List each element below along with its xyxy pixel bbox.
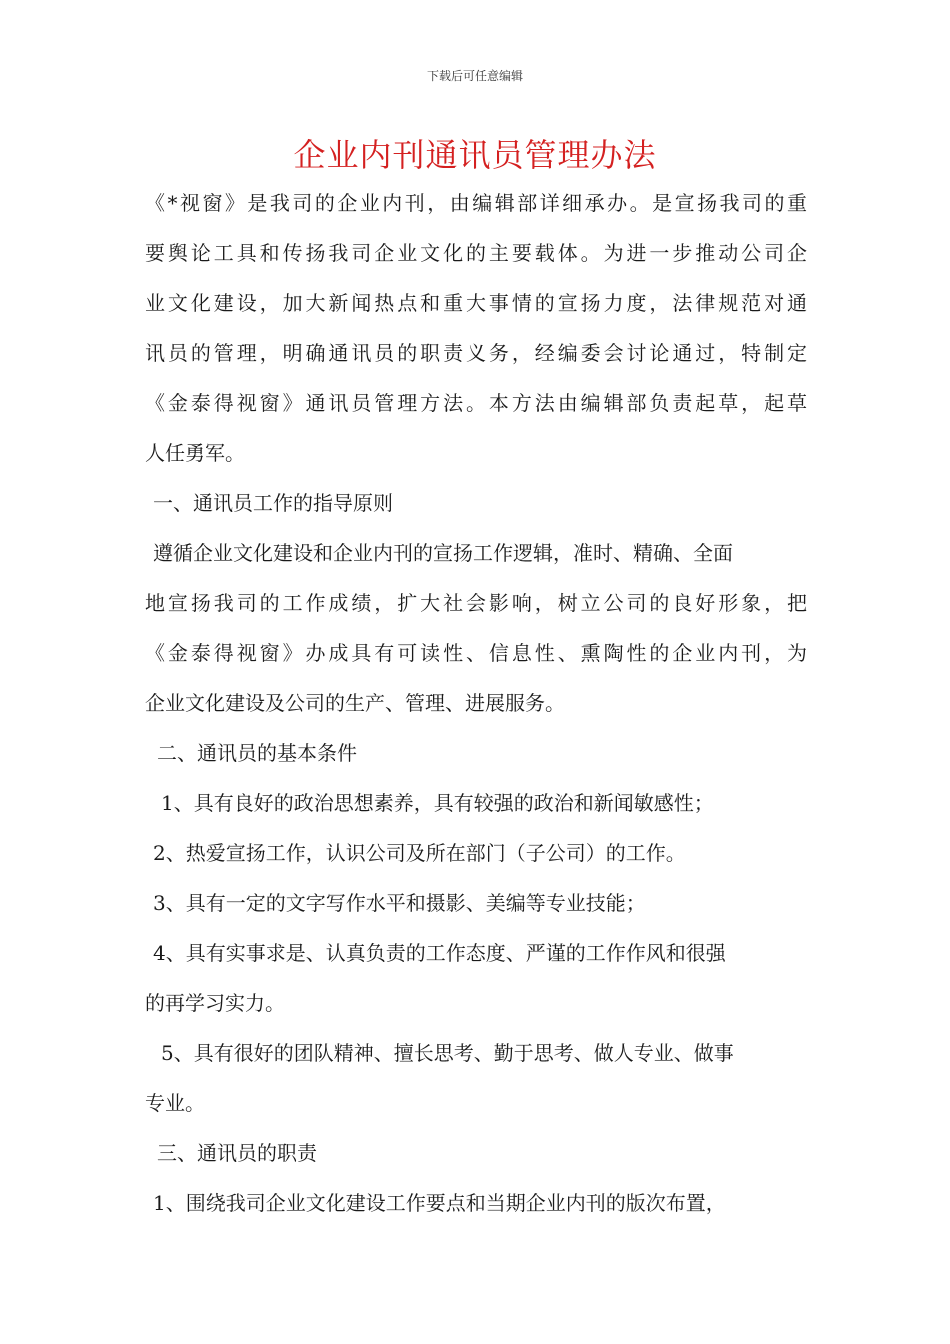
paragraph-line: 要舆论工具和传扬我司企业文化的主要载体。为进一步推动公司企 (145, 241, 807, 265)
section-heading: 二、通讯员的基本条件 (157, 741, 357, 765)
paragraph-line: 地宣扬我司的工作成绩，扩大社会影响，树立公司的良好形象，把 (145, 591, 807, 615)
header-note: 下载后可任意编辑 (426, 69, 523, 83)
list-item: 5、具有很好的团队精神、擅长思考、勤于思考、做人专业、做事 (161, 1041, 734, 1065)
paragraph-line: 遵循企业文化建设和企业内刊的宣扬工作逻辑，准时、精确、全面 (153, 541, 733, 565)
paragraph-line: 企业文化建设及公司的生产、管理、进展服务。 (145, 691, 565, 715)
paragraph-line: 专业。 (145, 1091, 205, 1115)
paragraph-line: 《金泰得视窗》通讯员管理方法。本方法由编辑部负责起草，起草 (145, 391, 807, 415)
paragraph-line: 业文化建设，加大新闻热点和重大事情的宣扬力度，法律规范对通 (145, 291, 807, 315)
list-item: 2、热爱宣扬工作，认识公司及所在部门（子公司）的工作。 (153, 841, 686, 865)
list-item: 4、具有实事求是、认真负责的工作态度、严谨的工作作风和很强 (153, 941, 726, 965)
paragraph-line: 讯员的管理，明确通讯员的职责义务，经编委会讨论通过，特制定 (145, 341, 807, 365)
list-item: 1、围绕我司企业文化建设工作要点和当期企业内刊的版次布置， (153, 1191, 726, 1215)
document-title: 企业内刊通讯员管理办法 (293, 136, 657, 174)
section-heading: 一、通讯员工作的指导原则 (153, 491, 393, 515)
paragraph-line: 《*视窗》是我司的企业内刊，由编辑部详细承办。是宣扬我司的重 (145, 191, 807, 215)
paragraph-line: 《金泰得视窗》办成具有可读性、信息性、熏陶性的企业内刊，为 (145, 641, 807, 665)
list-item: 1、具有良好的政治思想素养，具有较强的政治和新闻敏感性； (161, 791, 714, 815)
list-item: 3、具有一定的文字写作水平和摄影、美编等专业技能； (153, 891, 646, 915)
section-heading: 三、通讯员的职责 (157, 1141, 317, 1165)
paragraph-line: 的再学习实力。 (145, 991, 285, 1015)
document-body (145, 178, 807, 1228)
paragraph-line: 人任勇军。 (145, 441, 245, 465)
